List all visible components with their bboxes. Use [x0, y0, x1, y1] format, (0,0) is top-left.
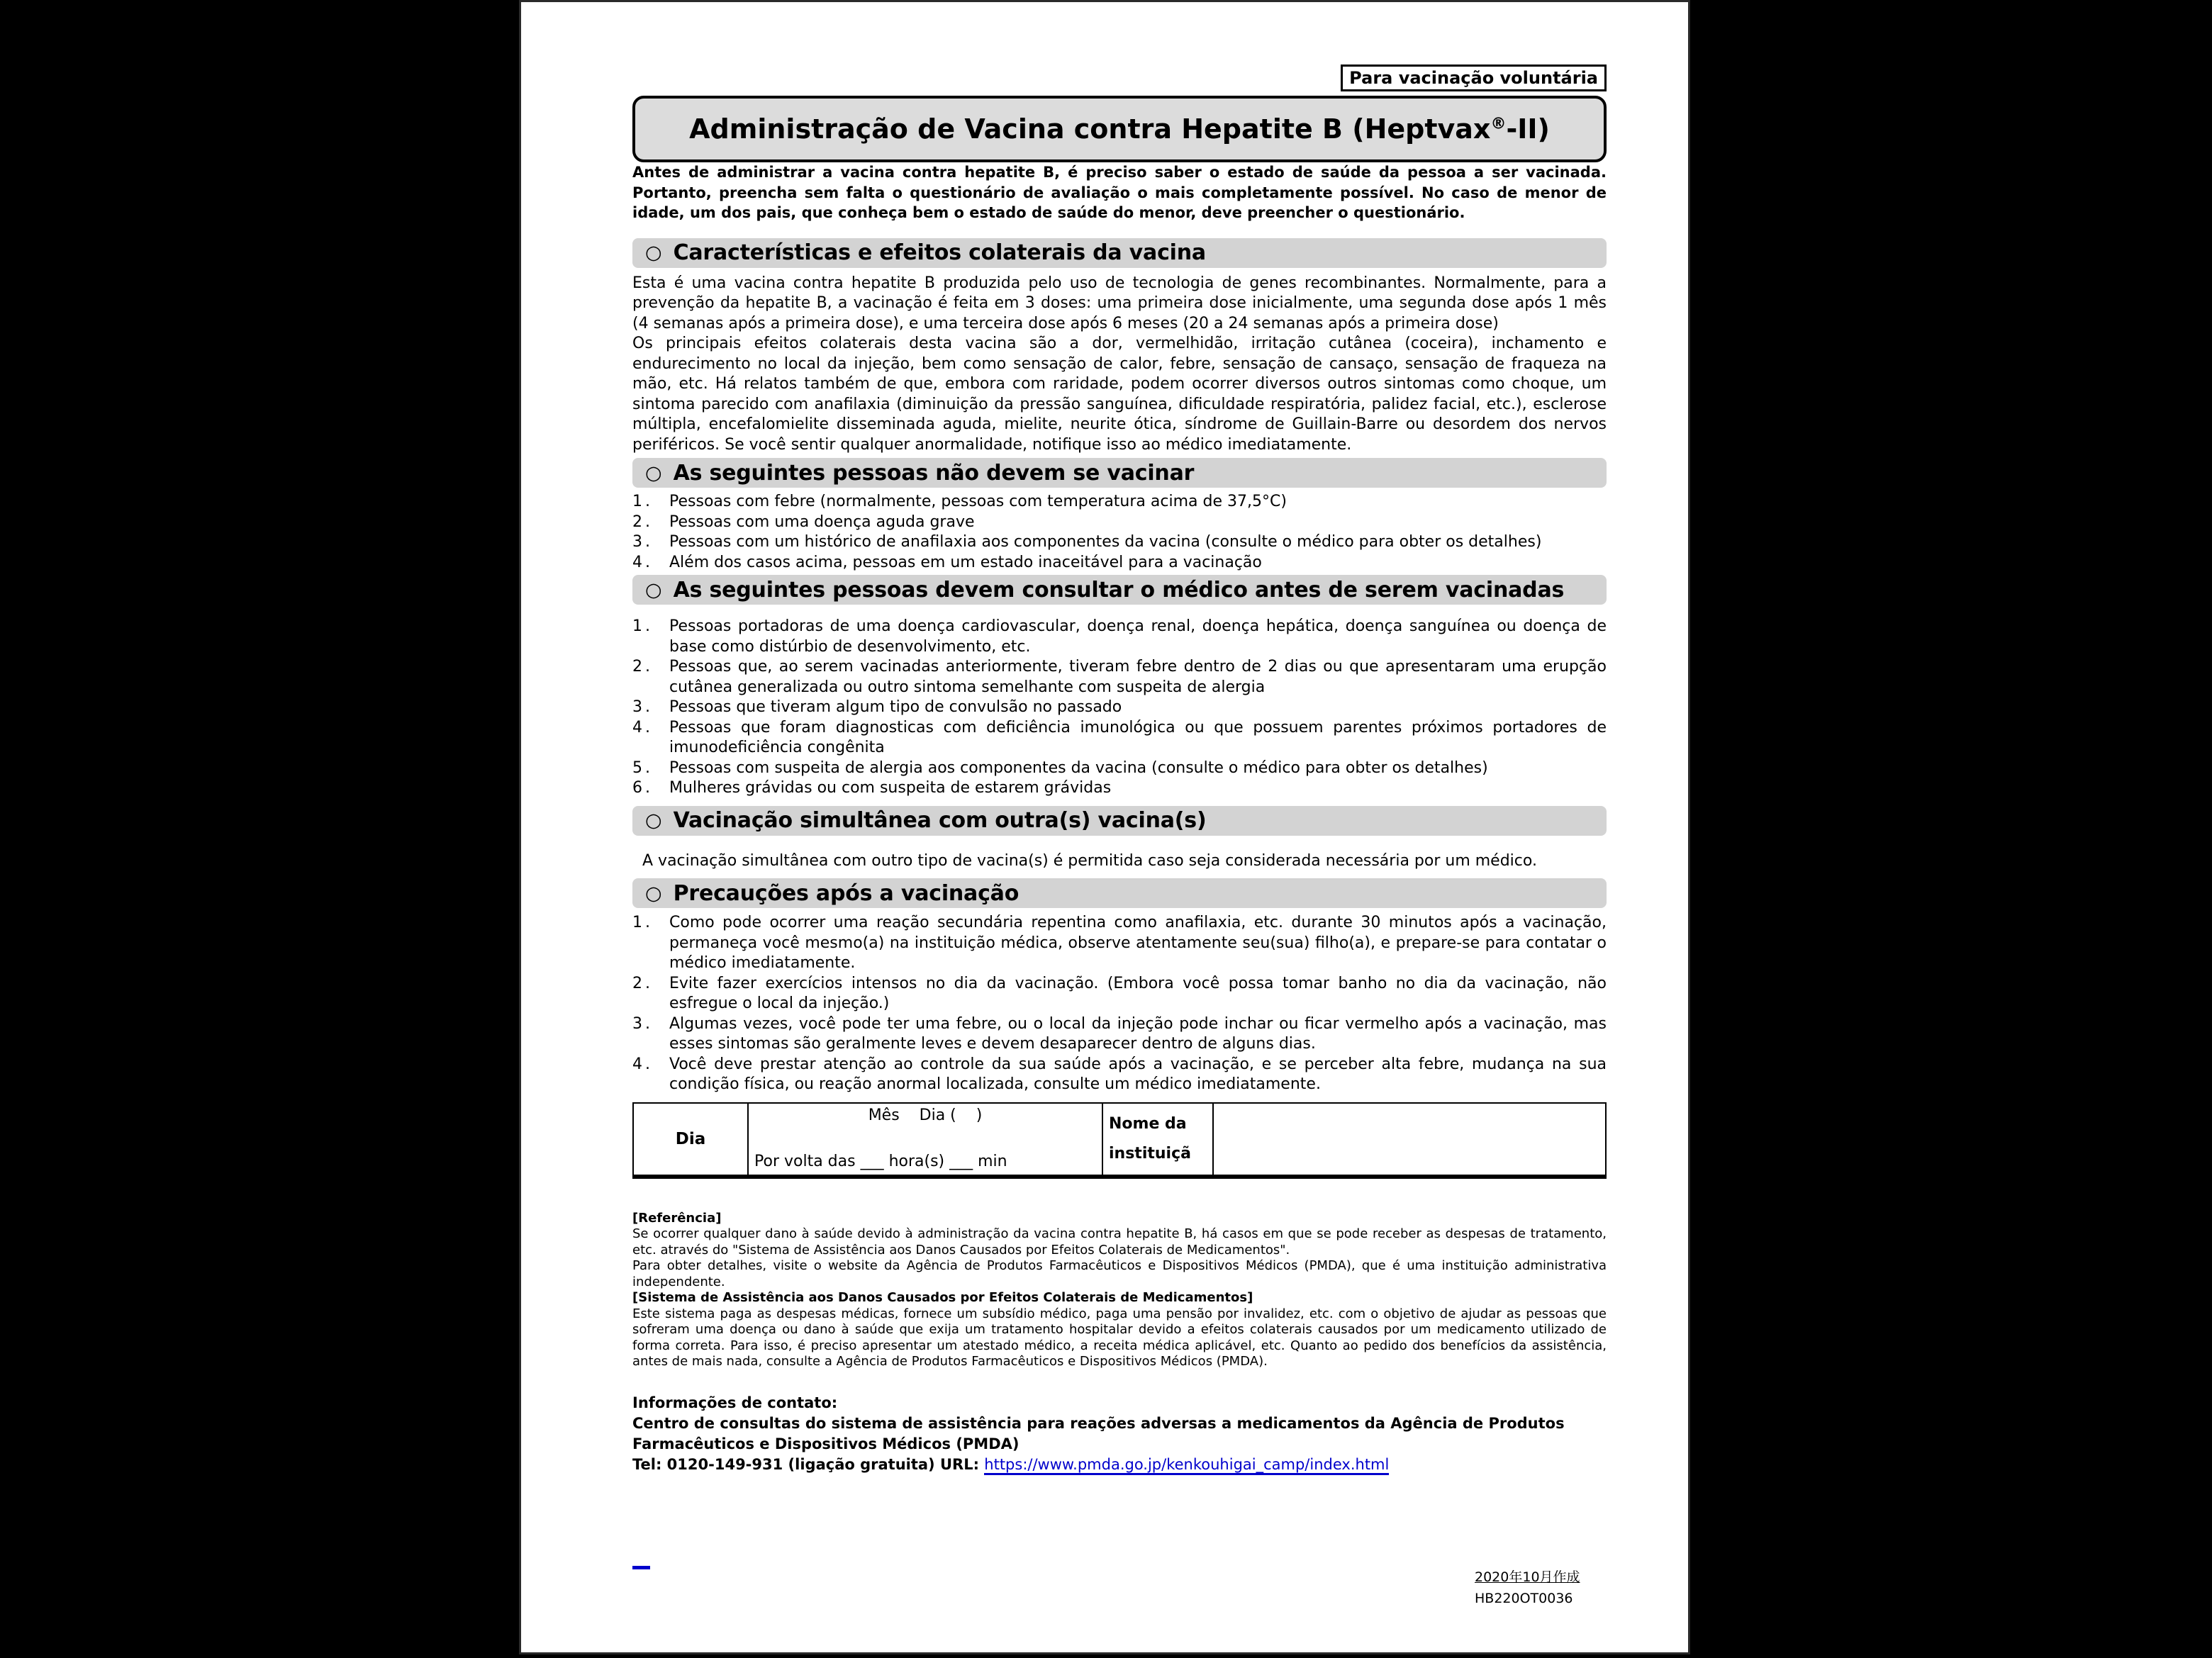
pmda-url-link[interactable]: https://www.pmda.go.jp/kenkouhigai_camp/index.html	[984, 1456, 1389, 1475]
simultaneous-vaccination-note: A vacinação simultânea com outro tipo de vacina(s) é permitida caso seja considerada necessária por um médico.	[642, 851, 1537, 870]
reference-paragraph: Se ocorrer qualquer dano à saúde devido à administração da vacina contra hepatite B, há casos em que se pode receber as despesas de tratamento, etc. através do "Sistema de Assistência aos Danos Causados por Efeitos Colaterais de Medicamentos".	[632, 1226, 1607, 1257]
section-characteristics-body	[632, 274, 1607, 456]
circle-icon: ○	[645, 578, 662, 601]
circle-icon: ○	[645, 882, 662, 904]
page-title: Administração de Vacina contra Hepatite B (Heptvax®-II)	[689, 113, 1550, 145]
section-should-not-vaccinate-list	[632, 492, 1607, 573]
intro-paragraph: Antes de administrar a vacina contra hepatite B, é preciso saber o estado de saúde da pessoa a ser vacinada. Portanto, preencha sem falta o questionário de avaliação o mais completamente possível. No caso de menor de idade, um dos pais, que conheça bem o estado de saúde do menor, deve preencher o questionário.	[632, 164, 1607, 221]
list-item: 5. Pessoas com suspeita de alergia aos componentes da vacina (consulte o médico para obter os detalhes)	[632, 758, 1488, 777]
paragraph: Esta é uma vacina contra hepatite B produzida pelo uso de tecnologia de genes recombinantes. Normalmente, para a prevenção da hepatite B, a vacinação é feita em 3 doses: uma primeira dose inicialmente, uma segunda dose após 1 mês (4 semanas após a primeira dose), e uma terceira dose após 6 meses (20 a 24 semanas após a primeira dose)	[632, 274, 1607, 332]
list-item: 4. Além dos casos acima, pessoas em um estado inaceitável para a vacinação	[632, 553, 1262, 571]
footnote-dash	[632, 1566, 650, 1569]
document-title-box	[632, 96, 1607, 162]
table-cell-date-time	[749, 1104, 1103, 1175]
list-item: 3. Pessoas com um histórico de anafilaxia aos componentes da vacina (consulte o médico para obter os detalhes)	[632, 533, 1542, 551]
assistance-system-heading: [Sistema de Assistência aos Danos Causados por Efeitos Colaterais de Medicamentos]	[632, 1290, 1253, 1305]
paragraph: Os principais efeitos colaterais desta vacina são a dor, vermelhidão, irritação cutânea (coceira), inchamento e endurecimento no local da injeção, bem como sensação de calor, febre, sensação de cansaço, sensação de fraqueza na mão, etc. Há relatos também de que, embora com raridade, podem ocorrer diversos outros sintomas como choque, um sintoma parecido com anafilaxia (diminuição da pressão sanguínea, dificuldade respiratória, palidez facial, etc.), esclerose múltipla, encefalomielite disseminada aguda, mielite, neurite ótica, síndrome de Guillain-Barre ou desordem dos nervos periféricos. Se você sentir qualquer anormalidade, notifique isso ao médico imediatamente.	[632, 335, 1607, 454]
contact-section	[632, 1393, 1607, 1475]
section-precautions-list	[632, 913, 1607, 1095]
section-heading: As seguintes pessoas não devem se vacinar	[673, 460, 1195, 486]
list-item: 2. Pessoas que, ao serem vacinadas anteriormente, tiveram febre dentro de 2 dias ou que apresentaram uma erupção cutânea generalizada ou outro sintoma semelhante com suspeita de alergia	[632, 658, 1607, 696]
reference-heading: [Referência]	[632, 1210, 722, 1226]
footer-document-code: HB220OT0036	[1475, 1591, 1573, 1606]
contact-tel-line: Tel: 0120-149-931 (ligação gratuita) URL: https://www.pmda.go.jp/kenkouhigai_camp/index.html	[632, 1455, 1607, 1475]
section-consult-doctor-list	[632, 617, 1607, 799]
list-item: 3. Algumas vezes, você pode ter uma febre, ou o local da injeção pode inchar ou ficar vermelho após a vacinação, mas esses sintomas são geralmente leves e devem desaparecer dentro de alguns dias.	[632, 1014, 1607, 1053]
reference-section	[632, 1211, 1607, 1370]
section-heading: Vacinação simultânea com outra(s) vacina(s)	[673, 808, 1207, 833]
section-header-should-not-vaccinate	[632, 458, 1607, 488]
list-item: 1. Pessoas portadoras de uma doença cardiovascular, doença renal, doença hepática, doença sanguínea ou doença de base como distúrbio de desenvolvimento, etc.	[632, 617, 1607, 656]
section-heading: Características e efeitos colaterais da vacina	[673, 240, 1206, 265]
list-item: 1. Como pode ocorrer uma reação secundária repentina como anafilaxia, etc. durante 30 minutos após a vacinação, permaneça você mesmo(a) na instituição médica, observe atentamente seu(sua) filho(a), e prepare-se para contatar o médico imediatamente.	[632, 914, 1607, 972]
list-item: 2. Pessoas com uma doença aguda grave	[632, 512, 975, 531]
reference-paragraph: Para obter detalhes, visite o website da Agência de Produtos Farmacêuticos e Dispositivos Médicos (PMDA), que é uma instituição administrativa independente.	[632, 1258, 1607, 1289]
circle-icon: ○	[645, 461, 662, 484]
table-cell-institution-value	[1214, 1104, 1605, 1175]
voluntary-vaccination-badge: Para vacinação voluntária	[1341, 65, 1607, 91]
list-item: 4. Pessoas que foram diagnosticas com deficiência imunológica ou que possuem parentes próximos portadores de imunodeficiência congênita	[632, 718, 1607, 756]
contact-title: Informações de contato:	[632, 1394, 838, 1411]
section-header-precautions	[632, 878, 1607, 908]
section-header-simultaneous-vaccination	[632, 806, 1607, 836]
time-line: Por volta das ___ hora(s) ___ min	[754, 1152, 1007, 1170]
section-header-consult-doctor	[632, 575, 1607, 605]
assistance-system-paragraph: Este sistema paga as despesas médicas, fornece um subsídio médico, paga uma pensão por invalidez, etc. com o objetivo de ajudar as pessoas que sofreram uma doença ou dano à saúde que exija um tratamento hospitalar devido a efeitos colaterais causados por um medicamento utilizado de forma correta. Para isso, é preciso apresentar um atestado médico, a receita médica aplicável, etc. Quanto ao pedido dos benefícios da assistência, antes de mais nada, consulte a Agência de Produtos Farmacêuticos e Dispositivos Médicos (PMDA).	[632, 1306, 1607, 1369]
section-header-characteristics	[632, 238, 1607, 268]
section-heading: As seguintes pessoas devem consultar o médico antes de serem vacinadas	[673, 577, 1565, 603]
table-cell-day-header: Dia	[634, 1104, 749, 1175]
vaccination-record-table	[632, 1102, 1607, 1179]
list-item: 6. Mulheres grávidas ou com suspeita de estarem grávidas	[632, 779, 1112, 797]
table-cell-institution-header: Nome da instituiçã	[1103, 1104, 1214, 1175]
month-day-line: Mês Dia ( )	[868, 1106, 983, 1124]
list-item: 4. Você deve prestar atenção ao controle da sua saúde após a vacinação, e se perceber alta febre, mudança na sua condição física, ou reação anormal localizada, consulte um médico imediatamente.	[632, 1055, 1607, 1093]
list-item: 1. Pessoas com febre (normalmente, pessoas com temperatura acima de 37,5°C)	[632, 493, 1287, 510]
contact-center: Centro de consultas do sistema de assistência para reações adversas a medicamentos da Agência de Produtos Farmacêuticos e Dispositivos Médicos (PMDA)	[632, 1414, 1565, 1452]
list-item: 2. Evite fazer exercícios intensos no dia da vacinação. (Embora você possa tomar banho no dia da vacinação, não esfregue o local da injeção.)	[632, 974, 1607, 1012]
document-page	[519, 0, 1690, 1654]
list-item: 3. Pessoas que tiveram algum tipo de convulsão no passado	[632, 698, 1122, 716]
circle-icon: ○	[645, 242, 662, 264]
footer-block	[1475, 1569, 1580, 1607]
circle-icon: ○	[645, 810, 662, 831]
section-heading: Precauções após a vacinação	[673, 880, 1020, 906]
registered-trademark-symbol: ®	[1490, 115, 1507, 133]
footer-date: 2020年10月作成	[1475, 1569, 1580, 1585]
